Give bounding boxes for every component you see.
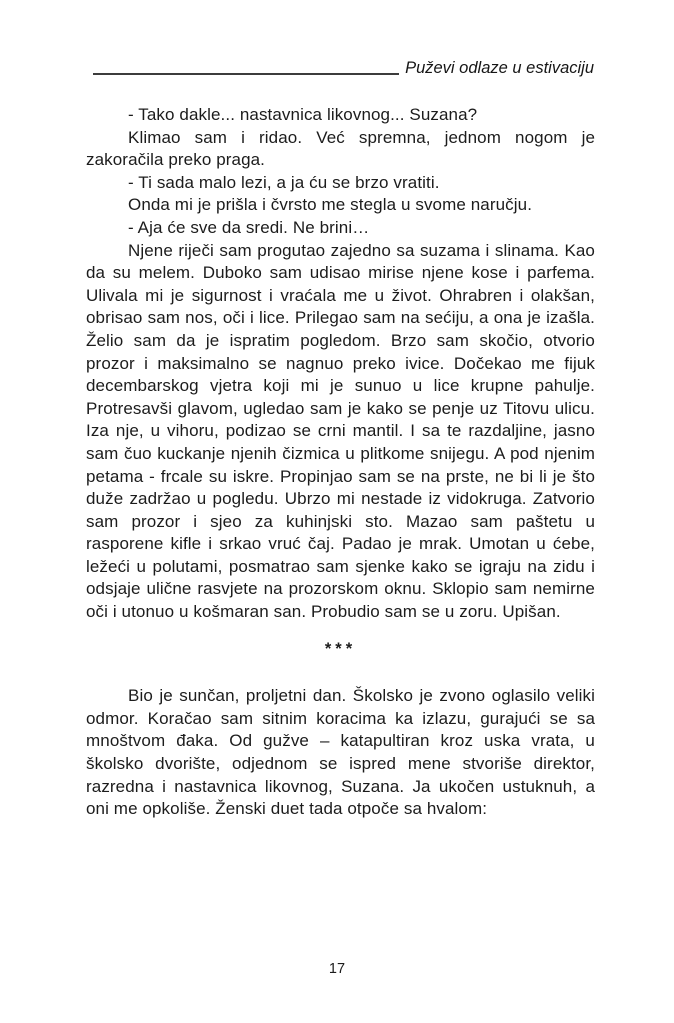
running-head (93, 58, 594, 78)
paragraph: Onda mi je prišla i čvrsto me stegla u svome naručju. (128, 195, 533, 215)
page-body (86, 104, 595, 821)
paragraph: Njene riječi sam progutao zajedno sa suzama i slinama. Kao da su melem. Duboko sam udisao mirise njene kose i parfema. Ulivala mi je sigurnost i vraćala me u život. Ohrabren i olakšan, obrisao sam nos, oči i lice. Prilegao sam na sećiju, a ona je izašla. Želio sam da je ispratim pogledom. Brzo sam skočio, otvorio prozor i maksimalno se nagnuo preko ivice. Dočekao me fijuk decembarskog vjetra koji mi je sunuo u lice krupne pahulje. Protresavši glavom, ugledao sam je kako se penje uz Titovu ulicu. Iza nje, u vihoru, podizao se crni mantil. I sa te razdaljine, jasno sam čuo kuckanje njenih čizmica u plitkome snijegu. A pod njenim petama - frcale su iskre. Propinjao sam se na prste, ne bi li je što duže zadržao u pogledu. Ubrzo mi nestade iz vidokruga. Zatvorio sam prozor i sjeo za kuhinjski sto. Mazao sam paštetu u rasporene kifle i srkao vruć čaj. Padao je mrak. Umotan u ćebe, ležeći u polutami, posmatrao sam sjenke kako se igraju na zidu i odsjaje ulične rasvjete na prozorskom oknu. Sklopio sam nemirne oči i utonuo u košmaran san. Probudio sam se u zoru. Upišan. (86, 240, 595, 622)
section-separator: *** (324, 639, 357, 658)
page-number: 17 (328, 961, 346, 977)
paragraph-dialogue: - Aja će sve da sredi. Ne brini… (128, 217, 370, 237)
paragraph-dialogue: - Tako dakle... nastavnica likovnog... Suzana? (128, 105, 478, 124)
paragraph-dialogue: - Ti sada malo lezi, a ja ću se brzo vratiti. (128, 172, 440, 192)
running-head-title: Puževi odlaze u estivaciju (405, 59, 594, 77)
paragraph: Bio je sunčan, proljetni dan. Školsko je zvono oglasilo veliki odmor. Koračao sam sitnim koracima ka izlazu, gurajući se sa mnoštvom đaka. Od gužve – katapultiran kroz uska vrata, u školsko dvorište, odjednom se ispred mene stvoriše direktor, razredna i nastavnica likovnog, Suzana. Ja ukočen ustuknuh, a oni me opkoliše. Ženski duet tada otpoče sa hvalom: (86, 686, 595, 819)
paragraph: Klimao sam i ridao. Već spremna, jednom nogom je zakoračila preko praga. (86, 127, 595, 170)
page-footer (0, 961, 674, 977)
header-rule (93, 73, 399, 75)
